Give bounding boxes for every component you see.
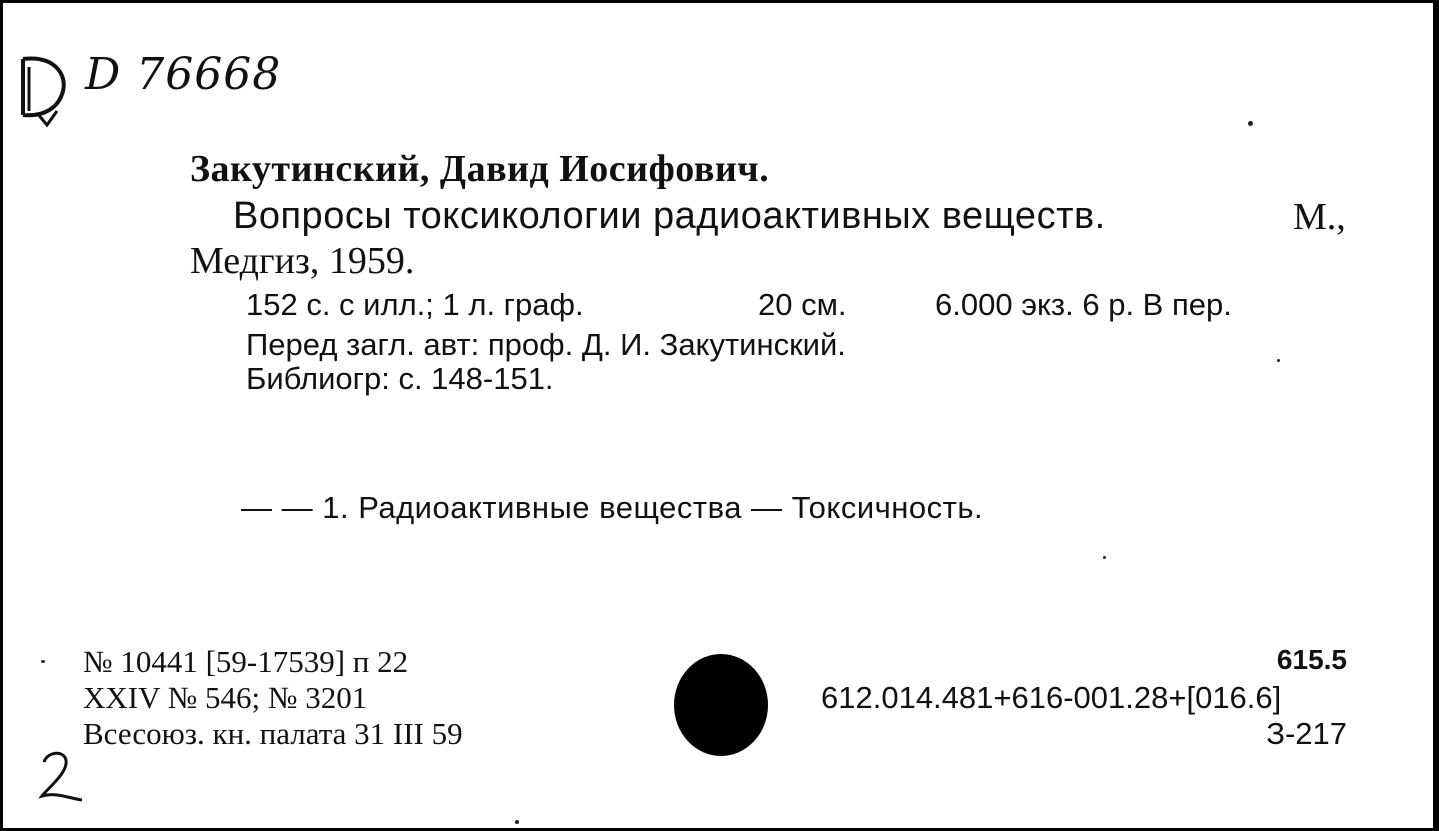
speck-mark [41, 660, 45, 663]
speck-mark [1248, 121, 1253, 126]
registry-chamber-date: Всесоюз. кн. палата 31 III 59 [83, 716, 463, 751]
speck-mark [515, 820, 519, 824]
udc-classification: 612.014.481+616-001.28+[016.6] [821, 680, 1282, 715]
shelf-code-top: 615.5 [1276, 644, 1347, 675]
speck-mark [1103, 556, 1106, 559]
book-size: 20 см. [758, 287, 847, 322]
accession-number: D 76668 [85, 49, 282, 100]
speck-mark [1277, 359, 1280, 362]
author-note: Перед загл. авт: проф. Д. И. Закутинский. [246, 327, 846, 362]
publication-place: М., [1293, 196, 1346, 238]
author-name: Закутинский, Давид Иосифович. [190, 148, 770, 190]
pagination: 152 с. с илл.; 1 л. граф. [246, 287, 584, 322]
print-run-price: 6.000 экз. 6 р. В пер. [935, 287, 1232, 322]
handwritten-mark-icon [38, 748, 98, 808]
registry-number: № 10441 [59-17539] п 22 [83, 644, 409, 679]
book-title: Вопросы токсикологии радиоактивных веществ. [233, 195, 1106, 237]
shelf-code-bottom: З-217 [1266, 716, 1347, 751]
registry-series: XXIV № 546; № 3201 [83, 680, 368, 715]
bibliography-note: Библиогр: с. 148-151. [246, 361, 554, 396]
publisher-year: Медгиз, 1959. [190, 240, 415, 282]
punch-hole [674, 654, 768, 756]
subject-heading: — — 1. Радиоактивные вещества — Токсичность. [241, 490, 984, 525]
